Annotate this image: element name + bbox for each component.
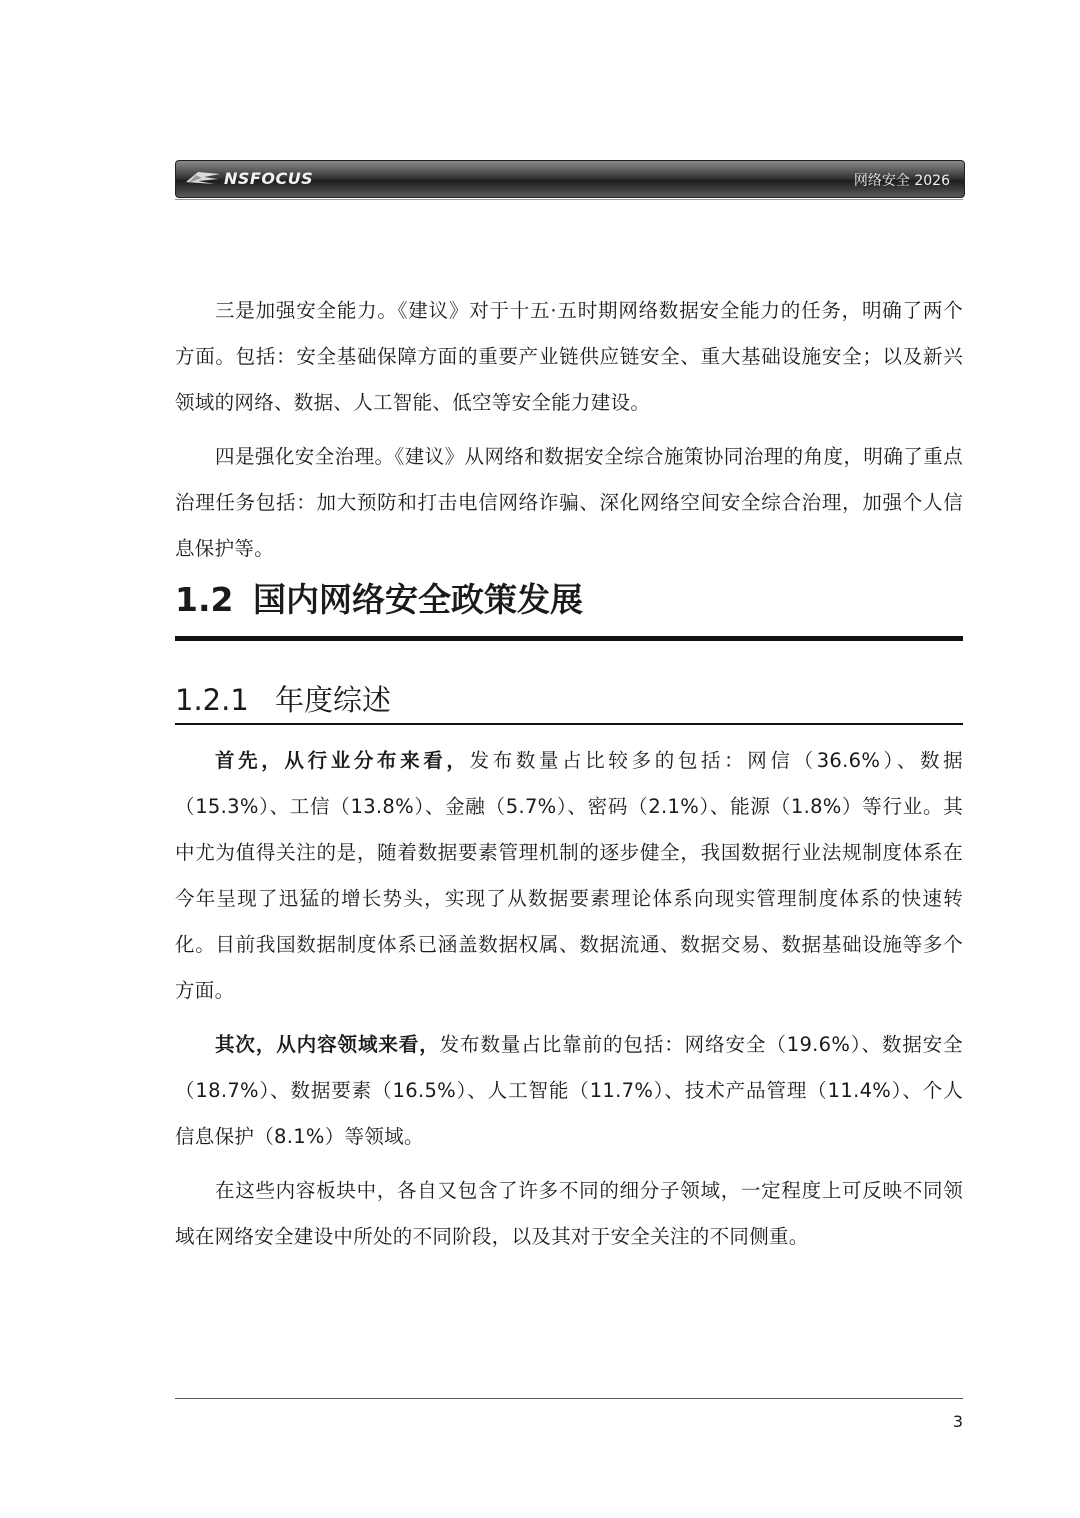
section-heading bbox=[175, 574, 963, 634]
section-title: 国内网络安全政策发展 bbox=[253, 580, 583, 619]
intro-content bbox=[175, 288, 963, 580]
subsection-number: 1.2.1 bbox=[175, 683, 249, 717]
paragraph-domain bbox=[175, 1022, 963, 1160]
brand-name: NSFOCUS bbox=[224, 168, 314, 188]
section-number: 1.2 bbox=[175, 580, 234, 619]
paragraph-industry bbox=[175, 738, 963, 1014]
subsection-title: 年度综述 bbox=[275, 683, 392, 717]
paragraph-lead: 其次，从内容领域来看， bbox=[215, 1033, 440, 1056]
nsfocus-logo bbox=[184, 167, 313, 189]
subsection-heading bbox=[175, 678, 963, 724]
page-header-bar bbox=[175, 160, 965, 198]
section-heading-rule bbox=[175, 636, 963, 641]
subsection-heading-rule bbox=[175, 723, 963, 725]
report-title: 网络安全 2026 bbox=[853, 173, 950, 189]
header-divider bbox=[175, 199, 963, 200]
page-number: 3 bbox=[952, 1412, 963, 1431]
paragraph-text: 发布数量占比靠前的包括：网络安全（19.6%）、数据安全（18.7%）、数据要素（16.5%）、人工智能（11.7%）、技术产品管理（11.4%）、个人信息保护（8.1%）等领域。 bbox=[175, 1033, 963, 1148]
paragraph-lead: 首先，从行业分布来看， bbox=[215, 749, 470, 772]
paragraph: 在这些内容板块中，各自又包含了许多不同的细分子领域，一定程度上可反映不同领域在网络安全建设中所处的不同阶段，以及其对于安全关注的不同侧重。 bbox=[175, 1179, 963, 1248]
paragraph-text: 发布数量占比较多的包括：网信（36.6%）、数据（15.3%）、工信（13.8%）、金融（5.7%）、密码（2.1%）、能源（1.8%）等行业。其中尤为值得关注的是，随着数据要素管理机制的逐步健全，我国数据行业法规制度体系在今年呈现了迅猛的增长势头，实现了从数据要素理论体系向现实管理制度体系的快速转化。目前我国数据制度体系已涵盖数据权属、数据流通、数据交易、数据基础设施等多个方面。 bbox=[175, 749, 963, 1002]
body-content bbox=[175, 738, 963, 1268]
paragraph: 四是强化安全治理。《建议》从网络和数据安全综合施策协同治理的角度，明确了重点治理任务包括：加大预防和打击电信网络诈骗、深化网络空间安全综合治理，加强个人信息保护等。 bbox=[175, 445, 963, 560]
paragraph: 三是加强安全能力。《建议》对于十五·五时期网络数据安全能力的任务，明确了两个方面。包括：安全基础保障方面的重要产业链供应链安全、重大基础设施安全；以及新兴领域的网络、数据、人工智能、低空等安全能力建设。 bbox=[175, 299, 963, 414]
footer-divider bbox=[175, 1398, 963, 1399]
logo-mark-icon bbox=[184, 168, 222, 188]
